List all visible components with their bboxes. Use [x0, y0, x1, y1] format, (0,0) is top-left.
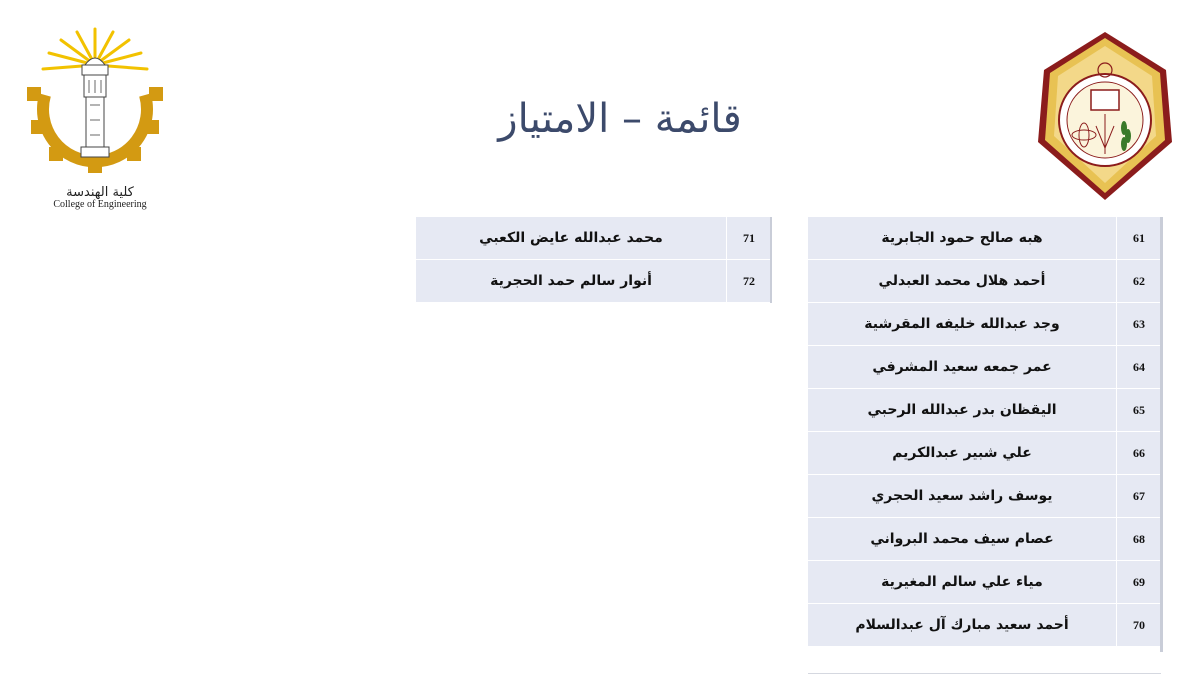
- row-number: 69: [1117, 561, 1162, 604]
- table-row: [808, 346, 1161, 389]
- student-list-table-left: [416, 217, 771, 303]
- student-name: عمر جمعه سعيد المشرفي: [808, 346, 1117, 389]
- student-name: محمد عبدالله عايض الكعبي: [416, 217, 727, 260]
- table-row: [416, 260, 771, 303]
- student-name: أنوار سالم حمد الحجرية: [416, 260, 727, 303]
- university-shield-icon: [1036, 30, 1174, 202]
- table-row: [808, 260, 1161, 303]
- row-number: 68: [1117, 518, 1162, 561]
- student-name: مياء علي سالم المغيرية: [808, 561, 1117, 604]
- table-row: [808, 217, 1161, 260]
- student-name: أحمد سعيد مبارك آل عبدالسلام: [808, 604, 1117, 647]
- page-title: قائمة – الامتياز: [498, 96, 742, 142]
- college-name-arabic: كلية الهندسة: [66, 185, 134, 200]
- table-row: [416, 217, 771, 260]
- table-row: [808, 604, 1161, 647]
- gear-tower-emblem-icon: [25, 25, 165, 185]
- row-number: 65: [1117, 389, 1162, 432]
- table-row: [808, 432, 1161, 475]
- row-number: 70: [1117, 604, 1162, 647]
- row-number: 62: [1117, 260, 1162, 303]
- table-edge-shadow: [770, 217, 772, 303]
- student-name: هبه صالح حمود الجابرية: [808, 217, 1117, 260]
- table-row: [808, 303, 1161, 346]
- table-row: [808, 561, 1161, 604]
- row-number: 71: [727, 217, 772, 260]
- row-number: 63: [1117, 303, 1162, 346]
- student-name: علي شبير عبدالكريم: [808, 432, 1117, 475]
- table-row: [808, 389, 1161, 432]
- row-number: 66: [1117, 432, 1162, 475]
- table-edge-shadow: [1160, 217, 1163, 652]
- divider: [808, 673, 1161, 674]
- college-of-engineering-logo: [20, 25, 165, 210]
- table-row: [808, 475, 1161, 518]
- student-name: أحمد هلال محمد العبدلي: [808, 260, 1117, 303]
- student-name: يوسف راشد سعيد الحجري: [808, 475, 1117, 518]
- table-row: [808, 518, 1161, 561]
- college-name-english: College of Engineering: [53, 199, 147, 210]
- student-name: اليقظان بدر عبدالله الرحبي: [808, 389, 1117, 432]
- student-name: عصام سيف محمد البرواني: [808, 518, 1117, 561]
- student-list-table-right: [808, 217, 1161, 647]
- student-name: وجد عبدالله خليفه المقرشية: [808, 303, 1117, 346]
- row-number: 61: [1117, 217, 1162, 260]
- row-number: 72: [727, 260, 772, 303]
- university-logo: [1036, 30, 1174, 202]
- row-number: 64: [1117, 346, 1162, 389]
- row-number: 67: [1117, 475, 1162, 518]
